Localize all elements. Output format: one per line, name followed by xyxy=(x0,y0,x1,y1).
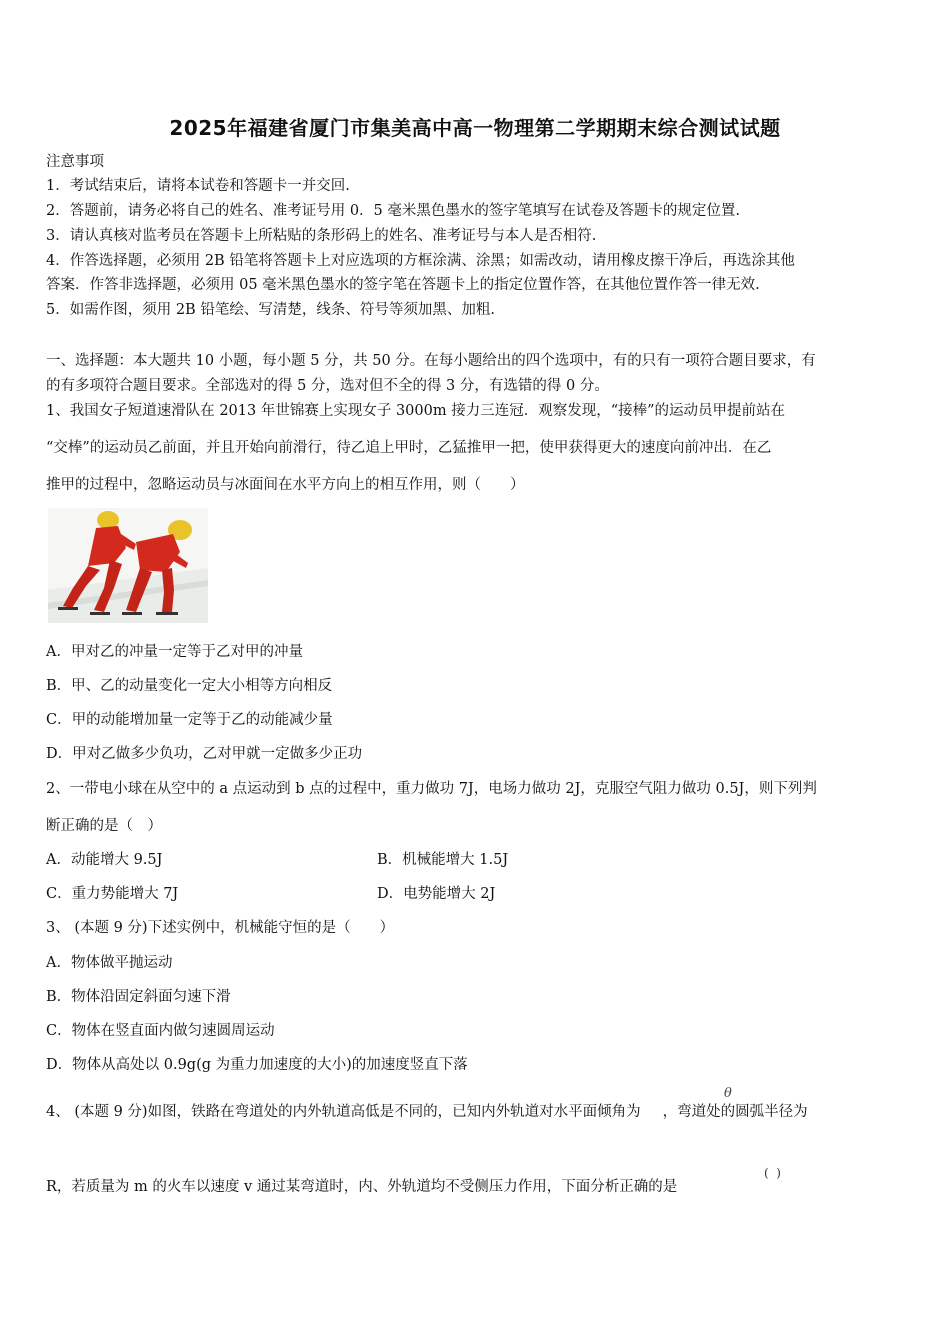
q4-stem-part-2: ，弯道处的圆弧半径为 xyxy=(662,1104,808,1120)
notice-item-5: 5．如需作图，须用 2B 铅笔绘、写清楚，线条、符号等须加黑、加粗. xyxy=(46,302,495,318)
q2-option-row-2 xyxy=(46,884,908,904)
section-intro-line-1: 一、选择题：本大题共 10 小题，每小题 5 分，共 50 分。在每小题给出的四个选项中，有的只有一项符合题目要求，有 xyxy=(46,353,816,369)
q2-stem-line-1: 2、一带电小球在从空中的 a 点运动到 b 点的过程中，重力做功 7J，电场力做功 2J，克服空气阻力做功 0.5J，则下列判 xyxy=(46,781,817,797)
q1-option-b: B．甲、乙的动量变化一定大小相等方向相反 xyxy=(46,678,333,694)
q1-stem-line-3: 推甲的过程中，忽略运动员与冰面间在水平方向上的相互作用，则（ ） xyxy=(46,477,525,493)
q1-option-c: C．甲的动能增加量一定等于乙的动能减少量 xyxy=(46,712,333,728)
q1-stem-line-1: 1、我国女子短道速滑队在 2013 年世锦赛上实现女子 3000m 接力三连冠．观察发现，“接棒”的运动员甲提前站在 xyxy=(46,403,786,419)
page-title: 2025年福建省厦门市集美高中高一物理第二学期期末综合测试试题 xyxy=(169,116,781,140)
q2-option-row-1 xyxy=(46,850,908,870)
q2-option-c: C．重力势能增大 7J xyxy=(46,886,179,902)
q1-stem-line-2: “交棒”的运动员乙前面，并且开始向前滑行，待乙追上甲时，乙猛推甲一把，使甲获得更大的速度向前冲出．在乙 xyxy=(46,440,772,456)
q4-stem-line-1 xyxy=(46,1102,908,1122)
q4-stem-line-2: R，若质量为 m 的火车以速度 v 通过某弯道时，内、外轨道均不受侧压力作用，下面分析正确的是 xyxy=(46,1179,678,1195)
q3-option-d: D．物体从高处以 0.9g(g 为重力加速度的大小)的加速度竖直下落 xyxy=(46,1057,468,1073)
q3-option-c: C．物体在竖直面内做匀速圆周运动 xyxy=(46,1023,275,1039)
notice-item-4: 4．作答选择题，必须用 2B 铅笔将答题卡上对应选项的方框涂满、涂黑；如需改动，请用橡皮擦干净后，再选涂其他 xyxy=(46,253,795,269)
notice-item-4-cont: 答案．作答非选择题，必须用 05 毫米黑色墨水的签字笔在答题卡上的指定位置作答，在其他位置作答一律无效. xyxy=(46,277,760,293)
q1-option-d: D．甲对乙做多少负功，乙对甲就一定做多少正功 xyxy=(46,746,363,762)
notice-item-1: 1．考试结束后，请将本试卷和答题卡一并交回. xyxy=(46,178,350,194)
notice-item-3: 3．请认真核对监考员在答题卡上所粘贴的条形码上的姓名、准考证号与本人是否相符. xyxy=(46,228,597,244)
notice-item-2: 2．答题前，请务必将自己的姓名、准考证号用 0．5 毫米黑色墨水的签字笔填写在试卷及答题卡的规定位置. xyxy=(46,203,740,219)
q3-option-b: B．物体沿固定斜面匀速下滑 xyxy=(46,989,231,1005)
q2-option-a: A．动能增大 9.5J xyxy=(46,852,163,868)
notice-heading: 注意事项 xyxy=(46,154,104,170)
q4-stem-part-1: 4、 (本题 9 分)如图，铁路在弯道处的内外轨道高低是不同的，已知内外轨道对水平面倾角为 xyxy=(46,1104,641,1120)
q3-stem: 3、 (本题 9 分)下述实例中，机械能守恒的是（ ） xyxy=(46,920,395,936)
q2-stem-line-2: 断正确的是（ ） xyxy=(46,818,162,834)
speed-skaters-image xyxy=(48,508,208,623)
theta-symbol: θ xyxy=(724,1086,732,1101)
q2-option-b: B．机械能增大 1.5J xyxy=(377,852,509,868)
q2-option-d: D．电势能增大 2J xyxy=(377,886,496,902)
q4-answer-paren: ( ) xyxy=(764,1166,781,1180)
q1-option-a: A．甲对乙的冲量一定等于乙对甲的冲量 xyxy=(46,644,303,660)
section-intro-line-2: 的有多项符合题目要求。全部选对的得 5 分，选对但不全的得 3 分，有选错的得 0 分。 xyxy=(46,378,609,394)
q3-option-a: A．物体做平抛运动 xyxy=(46,955,173,971)
